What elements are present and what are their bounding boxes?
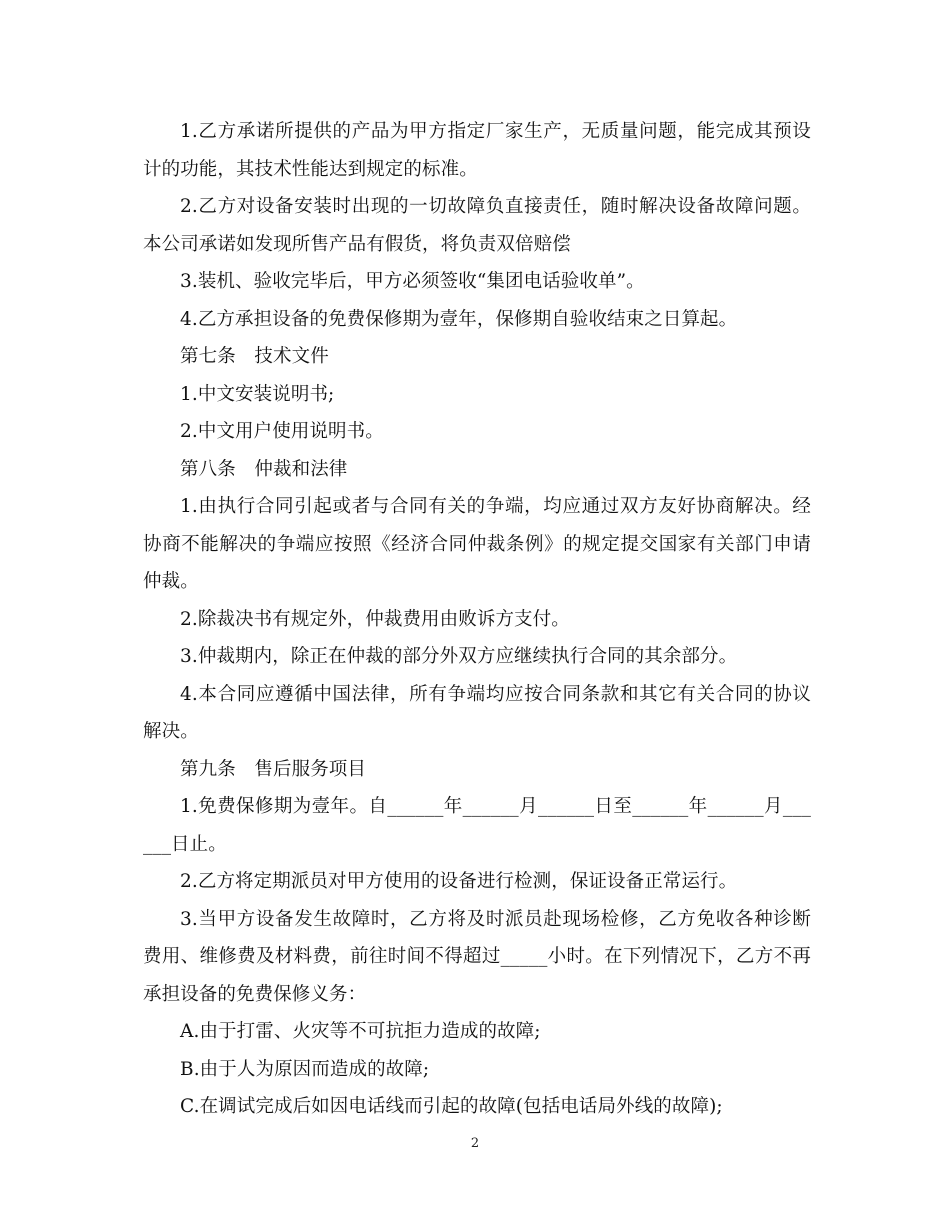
- clause-7-item-2: 2.中文用户使用说明书。: [180, 421, 384, 442]
- clause-7-heading: 第七条 技术文件: [180, 346, 329, 367]
- clause-9-item-3: 3.当甲方设备发生故障时，乙方将及时派员赴现场检修，乙方免收各种诊断费用、维修费及材料费，前往时间不得超过_____小时。在下列情况下，乙方不再承担设备的免费保修义务：: [143, 908, 811, 1005]
- clause-9-heading: 第九条 售后服务项目: [180, 758, 367, 780]
- clause-8-item-4: 4.本合同应遵循中国法律，所有争端均应按合同条款和其它有关合同的协议解决。: [143, 683, 811, 742]
- clause-6-item-4: 4.乙方承担设备的免费保修期为壹年，保修期自验收结束之日算起。: [180, 308, 738, 330]
- document-body: [143, 113, 811, 1126]
- clause-6-item-1: 1.乙方承诺所提供的产品为甲方指定厂家生产，无质量问题，能完成其预设计的功能，其技术性能达到规定的标准。: [143, 121, 811, 180]
- clause-8-item-2: 2.除裁决书有规定外，仲裁费用由败诉方支付。: [180, 608, 570, 630]
- exclusion-b: B.由于人为原因而造成的故障;: [180, 1058, 430, 1080]
- exclusion-c: C.在调试完成后如因电话线而引起的故障(包括电话局外线的故障);: [180, 1096, 723, 1117]
- clause-8-heading: 第八条 仲裁和法律: [180, 458, 348, 480]
- clause-9-item-1: 1.免费保修期为壹年。自______年______月______日至______年______月______日止。: [143, 796, 811, 855]
- page-number: 2: [470, 1136, 480, 1151]
- clause-7-item-1: 1.中文安装说明书;: [180, 383, 335, 405]
- clause-9-item-2: 2.乙方将定期派员对甲方使用的设备进行检测，保证设备正常运行。: [180, 871, 738, 892]
- clause-6-item-2: 2.乙方对设备安装时出现的一切故障负直接责任，随时解决设备故障问题。本公司承诺如发现所售产品有假货，将负责双倍赔偿: [143, 196, 811, 255]
- clause-6-item-3: 3.装机、验收完毕后，甲方必须签收“集团电话验收单”。: [180, 271, 645, 292]
- clause-8-item-1: 1.由执行合同引起或者与合同有关的争端，均应通过双方友好协商解决。经协商不能解决的争端应按照《经济合同仲裁条例》的规定提交国家有关部门申请仲裁。: [143, 496, 811, 592]
- clause-8-item-3: 3.仲裁期内，除正在仲裁的部分外双方应继续执行合同的其余部分。: [180, 646, 738, 667]
- exclusion-a: A.由于打雷、火灾等不可抗拒力造成的故障;: [180, 1021, 541, 1042]
